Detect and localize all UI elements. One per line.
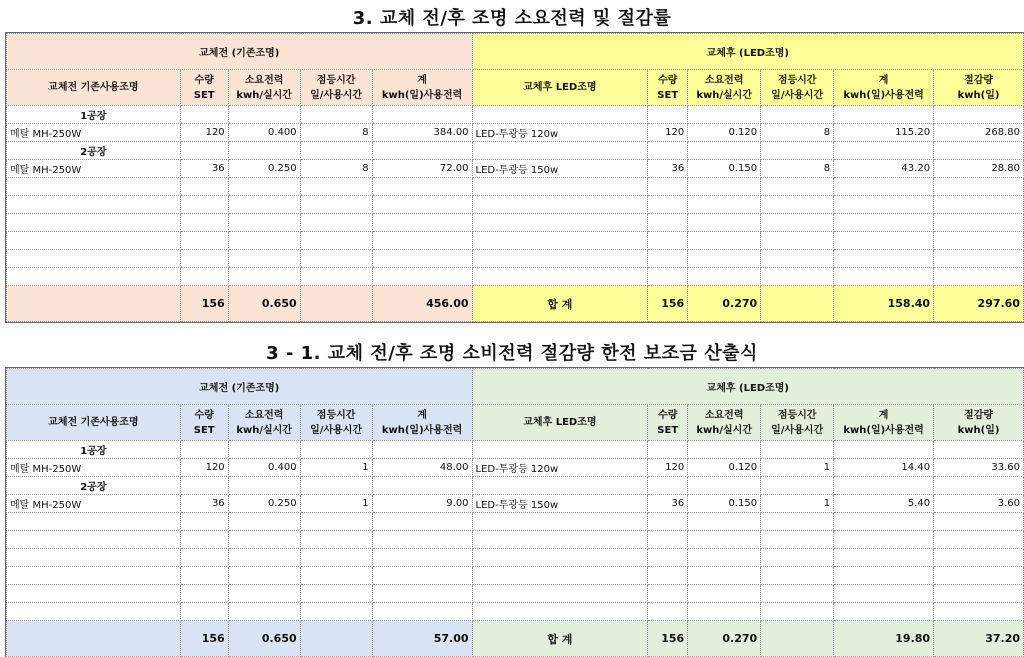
group-header-after: 교체후 (LED조명): [472, 34, 1023, 70]
totals-label: 합 계: [472, 286, 648, 322]
empty-row: [7, 531, 1024, 549]
empty-row: [7, 232, 1024, 250]
empty-row: [7, 214, 1024, 232]
col-hours2: 점등시간 일/사용시간: [761, 405, 834, 441]
col-hours2: 점등시간 일/사용시간: [761, 70, 834, 106]
totals-row: 156 0.650 57.00 합 계 156 0.270 19.80 37.20: [7, 621, 1024, 657]
col-saving: 절감량 kwh(일): [934, 405, 1024, 441]
empty-row: [7, 268, 1024, 286]
table-row: [7, 441, 1024, 459]
col-power: 소요전력 kwh/실시간: [228, 405, 300, 441]
factory-label: 1공장: [7, 441, 181, 459]
section-title: 3 - 1. 교체 전/후 조명 소비전력 절감량 한전 보조금 산출식: [266, 343, 758, 364]
table-row: 메탈 MH-250W 120 0.400 1 48.00 LED-투광등 120w 120 0.120 1 14.40 33.60: [7, 459, 1024, 477]
col-total2: 계 kwh(일)사용전력: [834, 405, 934, 441]
group-header-before: 교체전 (기존조명): [7, 34, 473, 70]
empty-row: [7, 603, 1024, 621]
table-row: 메탈 MH-250W 120 0.400 8 384.00 LED-투광등 120w 120 0.120 8 115.20 268.80: [7, 124, 1024, 142]
factory-label: 2공장: [7, 142, 181, 160]
col-qty: 수량 SET: [180, 70, 228, 106]
empty-row: [7, 549, 1024, 567]
empty-row: [7, 567, 1024, 585]
table-row: 메탈 MH-250W 36 0.250 1 9.00 LED-투광등 150w 36 0.150 1 5.40 3.60: [7, 495, 1024, 513]
col-qty2: 수량 SET: [648, 405, 688, 441]
factory-label: 1공장: [7, 106, 181, 124]
col-total: 계 kwh(일)사용전력: [372, 405, 472, 441]
empty-row: [7, 178, 1024, 196]
col-qty: 수량 SET: [180, 405, 228, 441]
empty-row: [7, 585, 1024, 603]
empty-row: [7, 513, 1024, 531]
group-header-before: 교체전 (기존조명): [7, 369, 473, 405]
col-qty2: 수량 SET: [648, 70, 688, 106]
col-total2: 계 kwh(일)사용전력: [834, 70, 934, 106]
col-after-light: 교체후 LED조명: [472, 70, 648, 106]
subsidy-table: [6, 368, 1024, 657]
table-row: [7, 477, 1024, 495]
col-power2: 소요전력 kwh/실시간: [688, 405, 761, 441]
empty-row: [7, 196, 1024, 214]
power-table: [6, 33, 1024, 322]
section-title: 3. 교체 전/후 조명 소요전력 및 절감률: [352, 8, 672, 29]
empty-row: [7, 250, 1024, 268]
group-header-after: 교체후 (LED조명): [472, 369, 1023, 405]
factory-label: 2공장: [7, 477, 181, 495]
col-power: 소요전력 kwh/실시간: [228, 70, 300, 106]
table-row: [7, 106, 1024, 124]
col-power2: 소요전력 kwh/실시간: [688, 70, 761, 106]
col-saving: 절감량 kwh(일): [934, 70, 1024, 106]
col-before-light: 교체전 기존사용조명: [7, 405, 181, 441]
col-hours: 점등시간 일/사용시간: [300, 405, 372, 441]
totals-label: 합 계: [472, 621, 648, 657]
col-hours: 점등시간 일/사용시간: [300, 70, 372, 106]
totals-row: 156 0.650 456.00 합 계 156 0.270 158.40 297.60: [7, 286, 1024, 322]
table-row: 메탈 MH-250W 36 0.250 8 72.00 LED-투광등 150w 36 0.150 8 43.20 28.80: [7, 160, 1024, 178]
table-row: [7, 142, 1024, 160]
col-before-light: 교체전 기존사용조명: [7, 70, 181, 106]
col-after-light: 교체후 LED조명: [472, 405, 648, 441]
col-total: 계 kwh(일)사용전력: [372, 70, 472, 106]
